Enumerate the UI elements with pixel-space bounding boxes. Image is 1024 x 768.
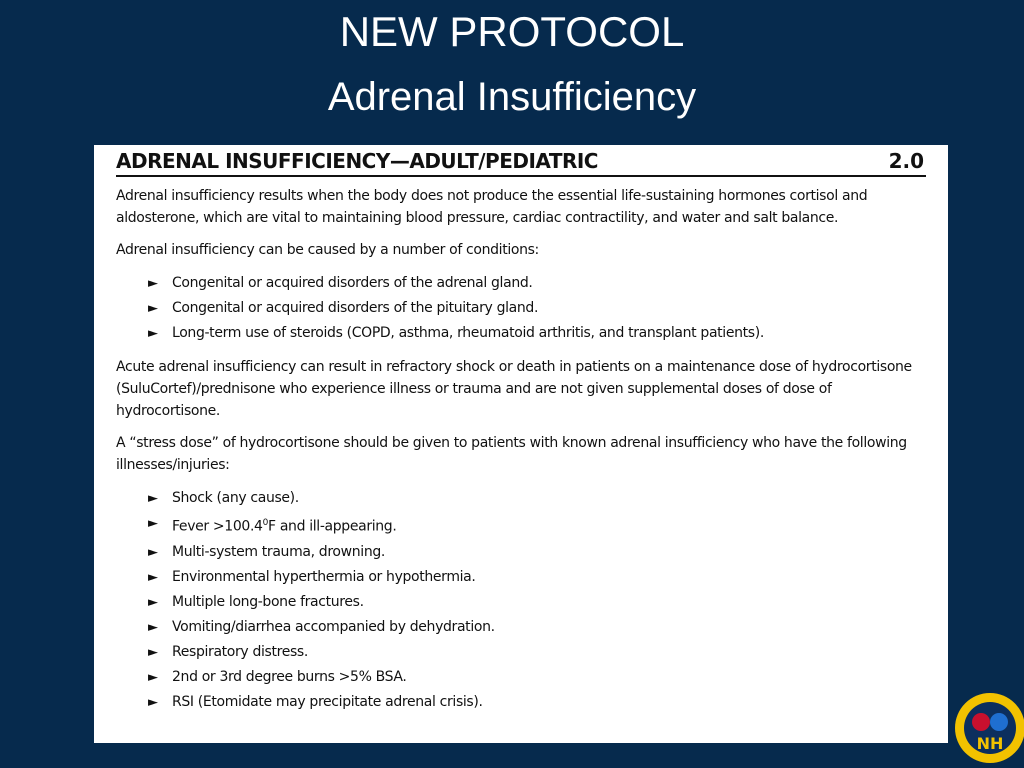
list-item: ► 2nd or 3rd degree burns >5% BSA. <box>148 665 926 690</box>
bullet-arrow-icon: ► <box>148 326 158 341</box>
bullet-arrow-icon: ► <box>148 301 158 316</box>
list-item: ► Congenital or acquired disorders of the pituitary gland. <box>148 296 926 321</box>
bullet-arrow-icon: ► <box>148 569 158 585</box>
document-header <box>116 149 926 177</box>
bullet-arrow-icon: ► <box>148 491 158 506</box>
bullet-arrow-icon: ► <box>148 276 158 291</box>
list-item: ► Respiratory distress. <box>148 640 926 665</box>
bullet-arrow-icon: ► <box>148 594 158 610</box>
nh-ems-seal-icon <box>954 692 1024 764</box>
seal-maltese-cross <box>972 713 990 731</box>
intro-paragraph: Adrenal insufficiency results when the body does not produce the essential life-sustaining hormones cortisol and aldosterone, which are vital to maintaining blood pressure, cardiac contractility, and water and salt balance. <box>116 188 868 226</box>
list-item: ► Environmental hyperthermia or hypothermia. <box>148 565 926 590</box>
protocol-number: 2.0 <box>888 149 924 173</box>
seal-star-of-life <box>990 713 1008 731</box>
list-item: ► Long-term use of steroids (COPD, asthma, rheumatoid arthritis, and transplant patients). <box>148 321 926 346</box>
list-item: ► Multiple long-bone fractures. <box>148 590 926 615</box>
list-item: ► Fever $>100.4^0F$ and ill-appearing. <box>148 511 926 540</box>
list-item: ► Vomiting/diarrhea accompanied by dehydration. <box>148 615 926 640</box>
seal-nh-text: NH <box>976 734 1004 753</box>
list-item: ► Congenital or acquired disorders of the adrenal gland. <box>148 271 926 296</box>
list-item: ► RSI (Etomidate may precipitate adrenal crisis). <box>148 690 926 715</box>
protocol-document <box>94 145 948 743</box>
slide-subtitle: Adrenal Insufficiency <box>327 75 697 119</box>
bullet-arrow-icon: ► <box>148 644 158 660</box>
bullet-arrow-icon: ► <box>148 619 158 635</box>
bullet-arrow-icon: ► <box>148 669 158 685</box>
document-heading: ADRENAL INSUFFICIENCY—ADULT/PEDIATRIC <box>116 149 598 173</box>
causes-intro: Adrenal insufficiency can be caused by a number of conditions: <box>116 242 539 258</box>
bullet-arrow-icon: ► <box>148 544 158 560</box>
bullet-arrow-icon: ► <box>148 516 158 531</box>
conditions-list <box>148 486 926 715</box>
list-item: ► Multi-system trauma, drowning. <box>148 540 926 565</box>
list-item: ► Shock (any cause). <box>148 486 926 511</box>
slide-title: NEW PROTOCOL <box>339 8 685 55</box>
causes-list <box>148 271 926 346</box>
bullet-arrow-icon: ► <box>148 694 158 710</box>
stress-dose-paragraph: A “stress dose” of hydrocortisone should be given to patients with known adrenal insufficiency who have the following illnesses/injuries: <box>116 435 907 473</box>
acute-paragraph: Acute adrenal insufficiency can result in refractory shock or death in patients on a maintenance dose of hydrocortisone (SuluCortef)/prednisone who experience illness or trauma and are not given supplemental doses of dose of hydrocortisone. <box>116 359 912 419</box>
